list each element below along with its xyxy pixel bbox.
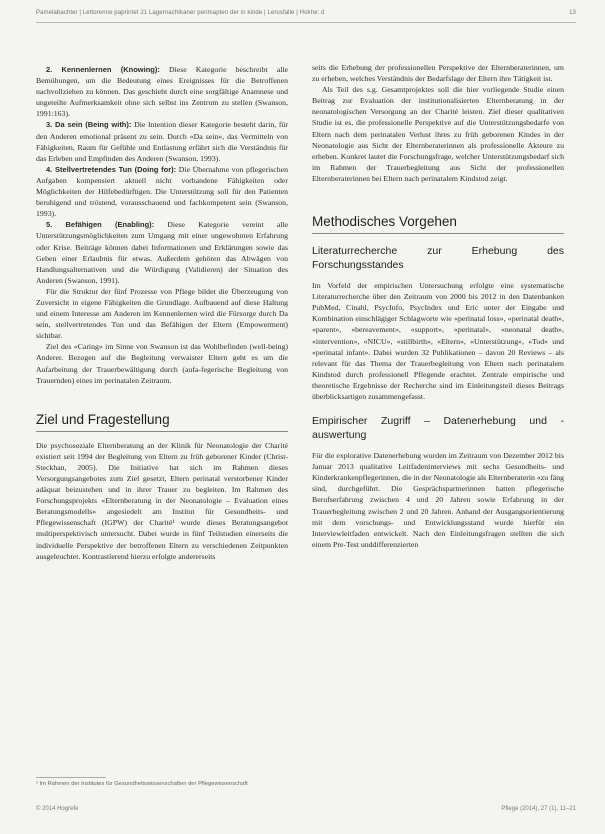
item-label: 2. Kennenlernen (Knowing): [46,65,160,74]
item-label: 5. Befähigen (Enabling): [46,220,155,230]
subheading-literatur: Literaturrecherche zur Erhebung des Forschungsstandes [312,245,564,272]
item-being-with [36,119,288,163]
paragraph: Ziel des «Caring» im Sinne von Swanson ist das Wohlbefinden (well-being) Anderer. Bezogen auf die Begleitung verwaister Eltern geht es um die Aufarbeitung der Trauerbewältigung durch (aufa-fegerische Begleitung von Trauernden) eines im perinatalen Zeitraum. [36,342,288,385]
running-head-text: Pamelabachter | Lettorenne paprintet 21 Lagernachtkaner perimapten der in kinde | Lerusfalle | Hokhe: d [36,10,325,16]
footnote: ¹ Im Rahmen der Institutes für Gesundheitswissenschaften der Pflegewissenschaft [36,781,248,787]
item-label: 4. Stellvertretendes Tun (Doing for): [46,164,177,174]
item-label: 3. Da sein (Being with): [46,120,132,130]
paragraph: Als Teil des s.g. Gesamtprojektes soll die hier vorliegende Studie einen Beitrag zur Evaluation der institutionalisierten Elternberatung in der neonatologischen Versorgung an der Charité leisten. Ziel dieser qualitativen Studie ist es, die professionelle Perspektive auf die Unterstützungsbedarfe von Eltern nach dem perinatalen Verlust ihres zu früh geborenen Kindes in der Neonatologie aus Sicht der Elternberaterinnen als professionelle Akteure zu erheben. Konkret lautet die Forschungsfrage, welcher Unterstützungsbedarf sich im Rahmen der Trauerbegleitung aus Sicht der professionellen Elternberaterinnen bei Eltern nach perinatalem Kindstod zeigt. [312,85,564,183]
section-heading-ziel: Ziel und Fragestellung [36,412,288,432]
footer-citation: Pflege (2014), 27 (1), 11–21 [501,806,576,812]
paragraph: Für die explorative Datenerhebung wurden im Zeitraum von Dezember 2012 bis Januar 2013 qualitative Leitfadeninterviews mit sechs Gesundheits- und Kinderkrankenpflegerinnen, die in der Neonatologie als Elternberaterin «zu fäng sind, durchgeführt. Die Gesprächspartnerinnen hatten pflegerische Berufserfahrung zwischen 4 und 20 Jahren sowie Erfahrung in der Trauerbegleitung zwischen 2 und 20 Jahren. Anhand der Ausgangsorientierung mit dem vorschungs- und Entwicklungsstand wurde hierfür ein Interviewleitfaden entwickelt. Nach den Einleitungsfragen stellten die sich einem Pre-Test unddifferenzierten [312,451,564,549]
section-heading-methodik: Methodisches Vorgehen [312,214,564,234]
paragraph: Die psychosoziale Elternberatung an der Klinik für Neonatologie der Charité existiert seit 1994 der Begleitung von Eltern zu früh geborener Kinder (Christ-Steckhan, 2005). Die Initiative hat sich im Rahmen dieses Versorgungsangebotes zum Ziel gesetzt, Eltern perinatal verstorbener Kinder adäquat beizustehen und in ihrer Trauer zu begleiten. Im Rahmen des Forschungsprojekts «Elternberatung in der Neonatologie – Evaluation eines Beratungsmodells» angesiedelt am Institut für Gesundheits- und Pflegewissenschaft (IGPW) der Charité¹ wurde dieses Beratungsangebot multiperspektivisch untersucht. Dabei wurde in fünf Teilstudien einerseits die individuelle Perspektive der betroffenen Eltern zu verschiedenen Zeitpunkten ausgeleuchtet. Kontrastierend hierzu erfolgte andererseits [36,440,288,561]
footnote-rule [36,777,106,778]
paragraph: seits die Erhebung der professionellen Perspektive der Elternberaterinnen, um zu erheben, welches Verständnis der Bedarfslage der Eltern ihre Tätigkeit ist. [312,63,564,84]
running-head [36,7,576,19]
footer-publisher: © 2014 Hogrefe [36,806,79,812]
item-text: Diese Kategorie vereint alle Unterstützungsmöglichkeiten zum Umgang mit einer ungewohnten Erfahrung oder Krise. Beiträge können dabei Informationen und Erklärungen sowie das Geben einer Erlaubnis für etwas. Außerdem gehören das Abwägen von Handlungsalternativen und die Würdigung (Validieren) der Situation des Anderen (Swanson, 1991). [36,220,288,285]
left-column [36,64,288,562]
header-rule [36,22,576,23]
item-text: Diese Kategorie beschreibt alle Bemühungen, um die Bedeutung eines Ereignisses für die Betroffenen nachvollziehen zu können. Das geschieht durch eine sorgfältige Anamnese und ungeteilte Aufmerksamkeit ohne sich selbst ins Zentrum zu stellen (Swanson, 1991:163). [36,65,288,119]
item-text: Die Intention dieser Kategorie besteht darin, für den Anderen emotional präsent zu sein. Durch «Da sein», das Vermitteln von Fähigkeiten, Raum für Gefühle und Entlastung erfährt sich die Verständnis für das Erleben und Empfinden des Anderen (Swanson, 1993). [36,120,288,163]
item-knowing [36,64,288,119]
paragraph: Für die Struktur der fünf Prozesse von Pflege bildet die Überzeugung von Zuversicht in eigene Fähigkeiten die Grundlage. Aufbauend auf diese Haltung und einem Interesse am Anderen im Kennenlernen wird die Fürsorge durch Da sein, stellvertretendes Tun und das Befähigen der Eltern (Empowerment) sichtbar. [36,286,288,341]
right-column [312,62,564,550]
paragraph: Im Vorfeld der empirischen Untersuchung erfolgte eine systematische Literaturrecherche über den Zeitraum von 2000 bis 2012 in den Datenbanken PubMed, Cinahl, PsycInfo, PsycIndex und Eric unter der Eingabe und Kombination einschlägiger Schlagworte wie «perinatal loss», «perinatal death», «parent», «bereavement», «support», «perinatal», «neonatal death», «intervention», «NICU», «stillbirth», «Eltern», «Unterstützung», «Tod» und «perinatal infant». Dabei wurden 32 Publikationen – davon 20 Reviews – als relevant für das Thema der Trauerbegleitung von Eltern nach perinatalem Kindstod durch professionell Pflegende erachtet. Zentrale empirische und theoretische Ergebnisse der Recherche sind im Einleitungsteil dieses Beitrags überblicksartigen zusammengefasst. [312,281,564,401]
item-doing-for [36,164,288,219]
item-text: Die Übernahme von pflegerischen Aufgaben kompensiert aktuell nicht vorhandene Fähigkeiten oder Möglichkeiten der Hilfebedürftigen. Die Unterstützung soll für den Patienten beruhigend und tröstend, vorausschauend und fachkompetent sein (Swanson, 1993). [36,164,288,219]
subheading-empirisch: Empirischer Zugriff – Datenerhebung und -auswertung [312,415,564,442]
item-enabling [36,219,288,286]
page-number: 13 [569,10,576,16]
page-footer [36,806,576,812]
